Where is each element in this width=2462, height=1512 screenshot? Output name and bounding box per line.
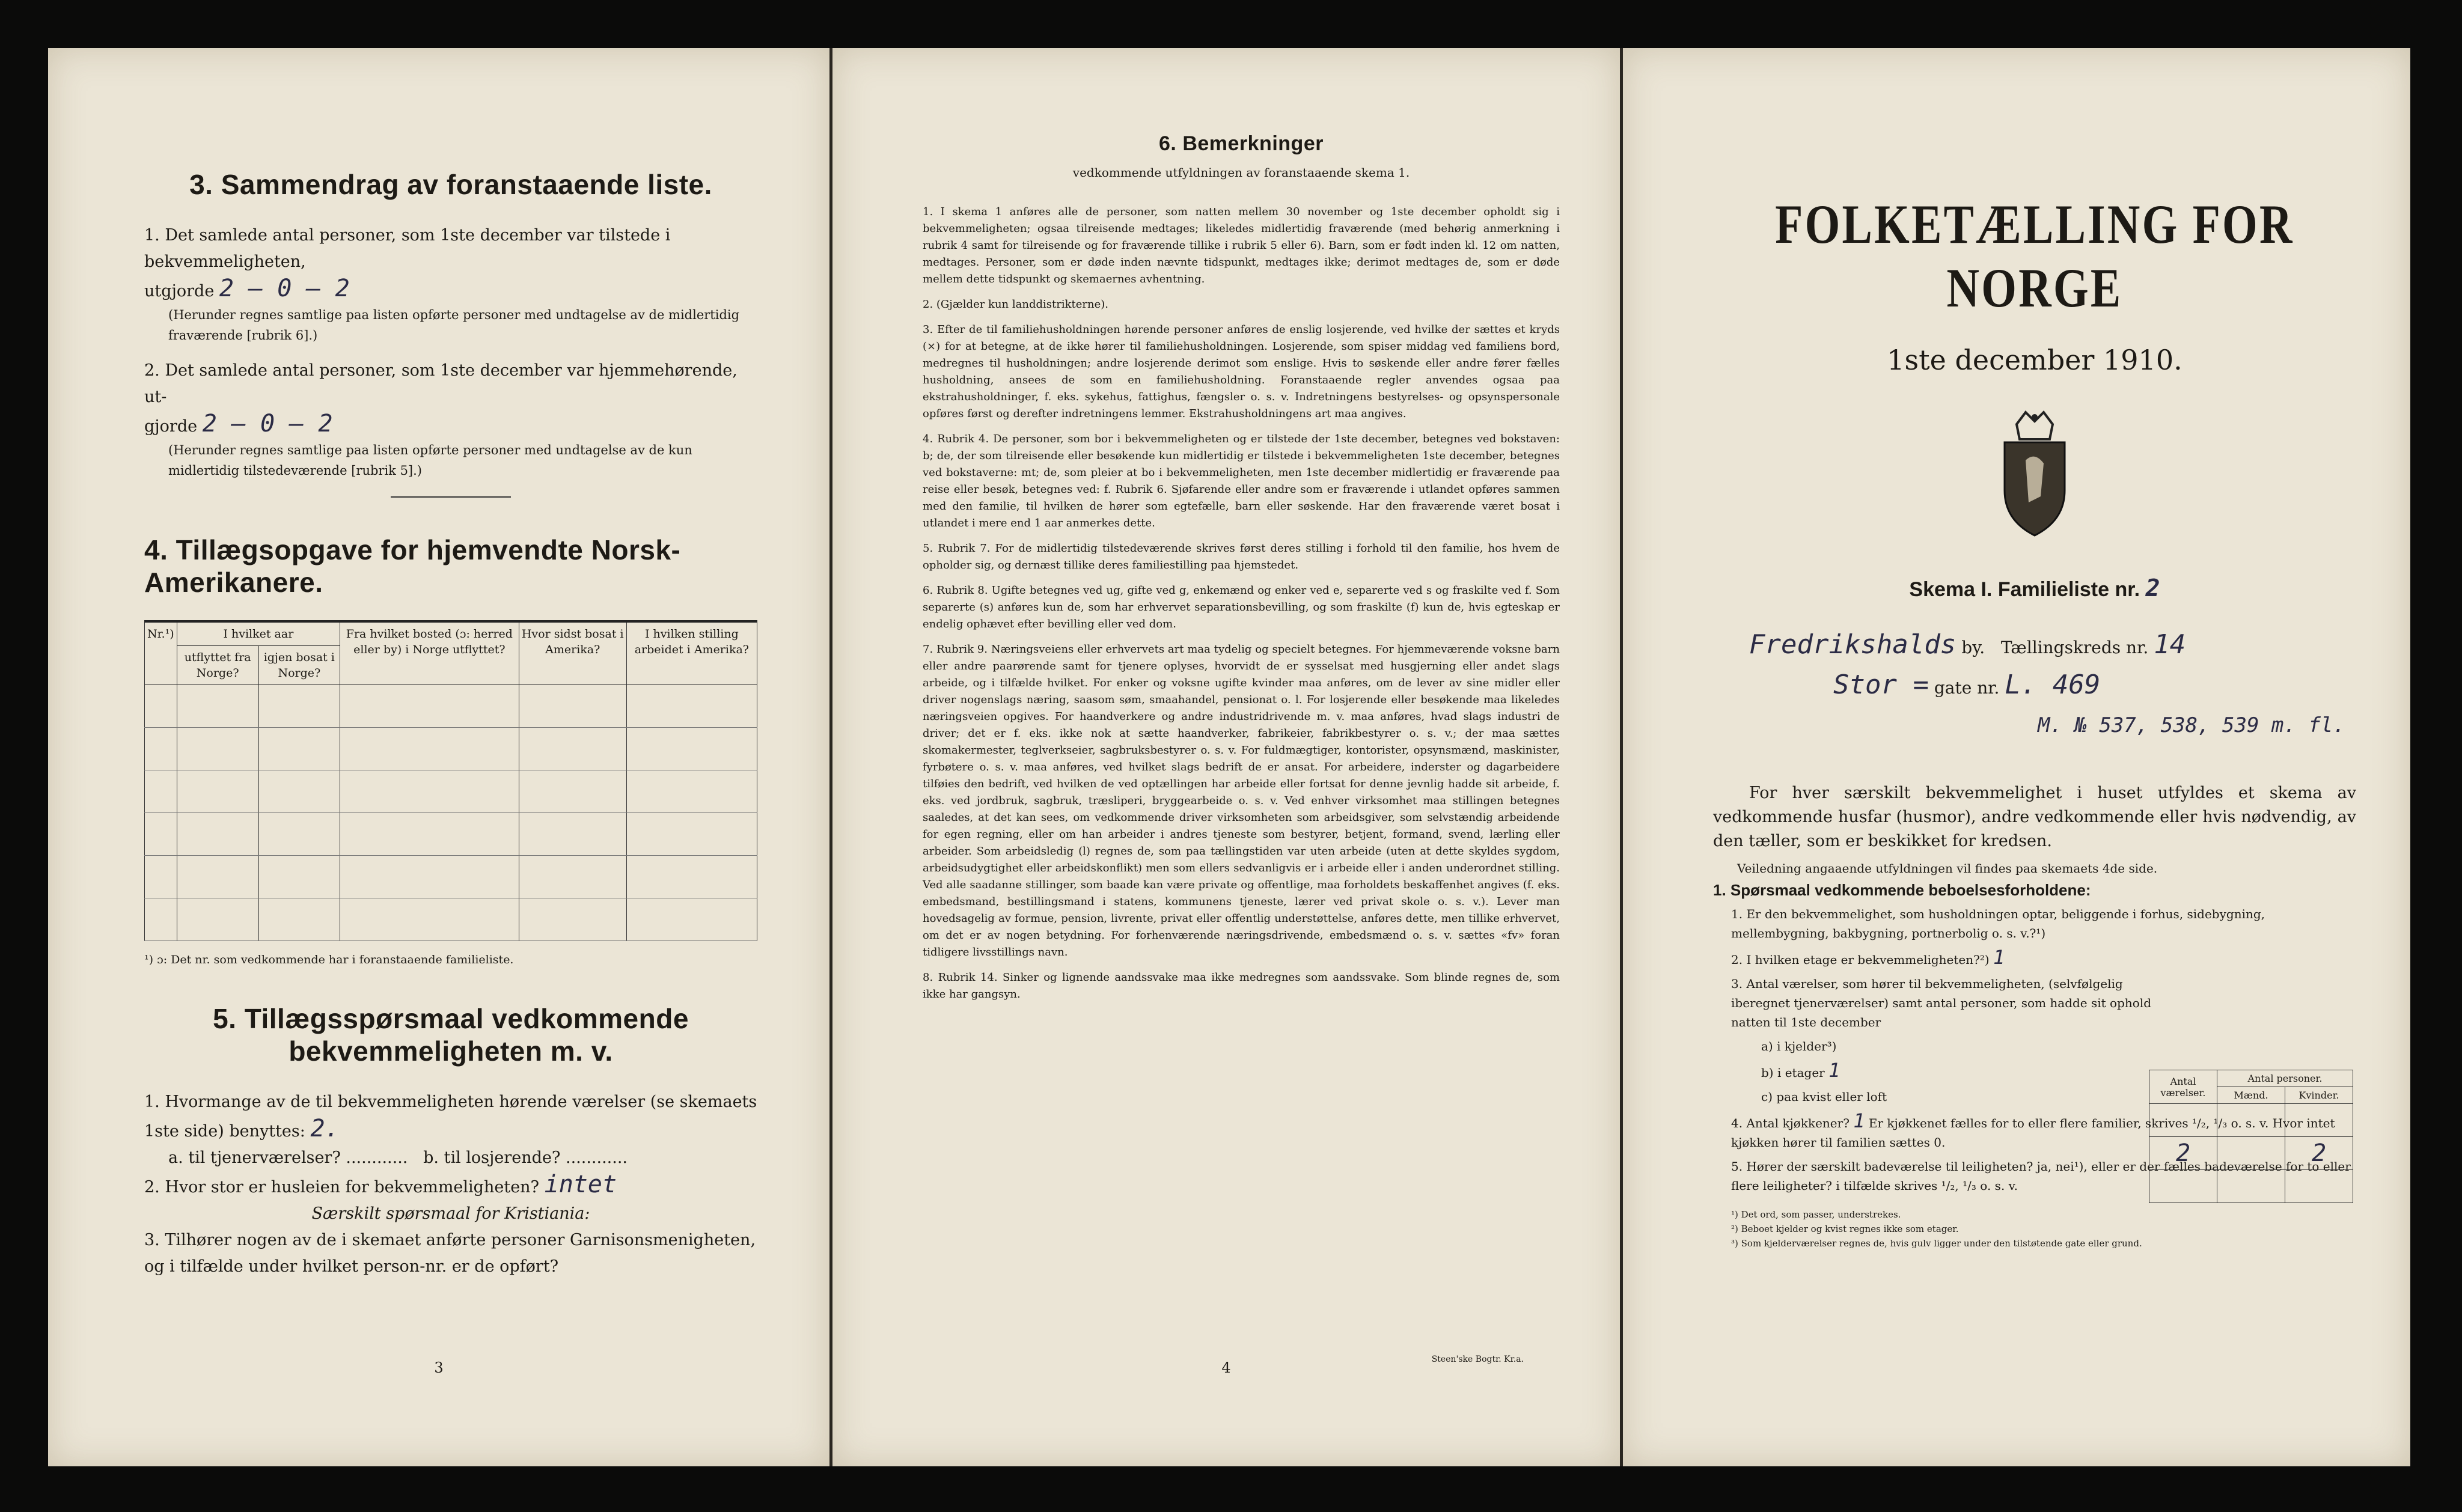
summary-q1: 1. Det samlede antal personer, som 1ste december var tilstede i bekvemmeligheten, <box>144 226 671 271</box>
col-emigrated: utflyttet fra Norge? <box>177 646 258 685</box>
housing-section-title: 1. Spørsmaal vedkommende beboelsesforholdene: <box>1713 881 2091 899</box>
street-value: Stor = <box>1833 669 1929 700</box>
floors-value: 1 <box>1828 1059 1840 1082</box>
women-value: 2 <box>2285 1137 2353 1170</box>
table-row <box>2149 1104 2353 1137</box>
kitchens-value: 1 <box>1853 1109 1865 1132</box>
city-value: Fredrikshalds <box>1749 629 1956 660</box>
family-list-number: 2 <box>2145 575 2160 602</box>
remark-4: 4. Rubrik 4. De personer, som bor i bekvemmeligheten og er tilstede der 1ste december, betegnes ved bokstaven: b; de, der som tilreisende eller besøkende kun midlertidig er tilstede i bekvemmeligheten 1ste december, betegnes ved bokstaverne: mt; de, som pleier at bo i bekvemmeligheten, men 1ste december midlertidig er fraværende paa reise eller besøk, betegnes ved: f. Rubrik 6. Sjøfarende eller andre som er fraværende i utlandet opføres sammen med den familie, til hvilken de hører som egtefælle, barn eller søskende. Har den fraværende været bosat i utlandet i mere end 1 aar anmerkes dette. <box>923 433 1560 529</box>
page-number: 3 <box>434 1359 444 1376</box>
page-3 <box>48 48 829 1466</box>
divider <box>391 496 511 498</box>
housing-q3b: b) i etager 1 <box>1761 1059 1840 1082</box>
district-value: 14 <box>2154 629 2186 660</box>
section-summary <box>144 168 757 498</box>
dwelling-q3: 3. Tilhører nogen av de i skemaet anførte personer Garnisonsmenigheten, og i tilfælde under hvilket person-nr. er de opført? <box>144 1231 756 1276</box>
street-number-value: L. 469 <box>2005 669 2101 700</box>
col-returned: igjen bosat i Norge? <box>258 646 340 685</box>
table-row <box>2149 1137 2353 1170</box>
census-title: FOLKETÆLLING FOR NORGE <box>1775 194 2294 319</box>
col-persons: Antal personer. <box>2217 1070 2353 1087</box>
dwelling-q1: 1. Hvormange av de til bekvemmeligheten hørende værelser (se skemaets 1ste side) benyttes: 2. <box>144 1093 757 1142</box>
matrikkel-line <box>2038 707 2356 745</box>
col-rooms: Antal værelser. <box>2149 1070 2217 1104</box>
housing-q3: 3. Antal værelser, som hører til bekvemmeligheten, (selvfølgelig iberegnet tjenerværelser) samt antal personer, som hadde sit ophold natten til 1ste december <box>1731 977 2152 1029</box>
table-row <box>145 685 757 728</box>
remark-6: 6. Rubrik 8. Ugifte betegnes ved ug, gifte ved g, enkemænd og enker ved e, separerte ved s og fraskilte ved f. Som separerte (s) anføres kun de, som har erhvervet separationsbevilling, og som fraskilte (f) kun de, hvis egteskap er endelig ophævet efter bevilling eller ved dom. <box>923 584 1560 630</box>
housing-q3c: c) paa kvist eller loft <box>1761 1090 1887 1104</box>
matrikkel-value: M. № 537, 538, 539 m. fl. <box>2038 713 2345 737</box>
col-from: Fra hvilket bosted (ɔ: herred eller by) i Norge utflyttet? <box>340 621 519 685</box>
street-line: Stor = gate nr. L. 469 <box>1833 669 2101 700</box>
table-row <box>145 813 757 856</box>
dwelling-q2: 2. Hvor stor er husleien for bekvemmeligheten? intet <box>144 1171 617 1198</box>
guidance-text: Veiledning angaaende utfyldningen vil findes paa skemaets 4de side. <box>1737 861 2158 876</box>
col-men: Mænd. <box>2217 1087 2285 1104</box>
table-row <box>2149 1170 2353 1203</box>
footnote-1: ¹) Det ord, som passer, understrekes. <box>1731 1209 1901 1220</box>
rooms-persons-table <box>2149 1070 2353 1203</box>
housing-q2: 2. I hvilken etage er bekvemmeligheten?²) 1 <box>1731 946 2005 969</box>
remarks-title: 6. Bemerkninger <box>1159 132 1324 155</box>
census-date: 1ste december 1910. <box>1887 344 2183 376</box>
floor-value: 1 <box>1993 946 2005 969</box>
summary-q2: 2. Det samlede antal personer, som 1ste december var hjemmehørende, ut- <box>144 361 738 406</box>
section-5-title: 5. Tillægsspørsmaal vedkommende bekvemmeligheten m. v. <box>213 1003 689 1067</box>
table-row <box>145 770 757 813</box>
table-footnote: ¹) ɔ: Det nr. som vedkommende har i foranstaaende familieliste. <box>144 953 514 966</box>
remark-8: 8. Rubrik 14. Sinker og lignende aandssvake maa ikke medregnes som aandssvake. Som blinde regnes de, som ikke har gangsyn. <box>923 971 1560 1001</box>
dwelling-q2-value: intet <box>544 1171 617 1198</box>
remark-1: 1. I skema 1 anføres alle de personer, som natten mellem 30 november og 1ste december opholdt sig i bekvemmeligheten; ogsaa tilreisende medtages; likeledes midlertidig fraværende (med behørig anmerkning i rubrik 4 samt for tilreisende og for fraværende tillike i rubrik 5 eller 6). Barn, som er født inden kl. 12 om natten, medtages. Personer, som er døde inden nævnte tidspunkt, medtages ikke; derimot medtages de, som er døde mellem dette tidspunkt og skemaernes avhentning. <box>923 206 1560 285</box>
dwelling-q1-sub: a. til tjenerværelser? ............ b. til losjerende? ............ <box>168 1148 628 1167</box>
remark-5: 5. Rubrik 7. For de midlertidig tilstedeværende skrives først deres stilling i forhold til den familie, hos hvem de opholder sig, og dernæst tillike deres familiestilling paa hjemstedet. <box>923 542 1560 572</box>
summary-q1-value: 2 – 0 – 2 <box>219 275 350 302</box>
remark-2: 2. (Gjælder kun landdistrikterne). <box>923 298 1108 311</box>
col-last-residence: Hvor sidst bosat i Amerika? <box>519 621 626 685</box>
table-row <box>145 728 757 770</box>
intro-text: For hver særskilt bekvemmelighet i huset utfyldes et skema av vedkommende husfar (husmor), andre vedkommende eller hvis nødvendig, av den tæller, som er beskikket for kredsen. <box>1713 784 2356 850</box>
remark-7: 7. Rubrik 9. Næringsveiens eller erhvervets art maa tydelig og specielt betegnes. For hjemmeværende voksne barn eller andre paarørende samt for tjenere oplyses, hvorvidt de er sysselsat med husgjerning eller andet slags arbeide, og i tilfælde hvilket. For enker og voksne ugifte kvinder maa anføres, om de lever av sine midler eller driver nogenslags næring, saasom søm, smaahandel, pensionat o. l. For losjerende eller besøkende maa likeledes næringsveien opgives. For haandverkere og andre industridrivende m. v. maa anføres, hvad slags industri de driver; det er f. eks. ikke nok at sætte haandverker, fabrikeier, fabrikbestyrer o. s. v.; der maa sættes skomakermester, teglverkseier, sagbruksbestyrer o. s. v. For fuldmægtiger, kontorister, opsynsmænd, maskinister, fyrbøtere o. s. v. maa anføres, ved hvilket slags bedrift de er ansat. For arbeidere, inderster og dagarbeidere tilføies den bedrift, ved hvilken de ved optællingen har arbeide eller fortsat for denne jevnlig hadde sit arbeide, f. eks. ved jordbruk, sagbruk, træsliperi, bryggearbeide o. s. v. Ved enhver virksomhet maa stillingen betegnes saaledes, at det kan sees, om vedkommende driver virksomheten som arbeidsgiver, som selvstændig arbeidende for egen regning, eller om han arbeider i andres tjeneste som bestyrer, betjent, formand, svend, lærling eller arbeider. Som arbeidsledig (l) regnes de, som paa tællingstiden var uten arbeide (uten at dette skyldes sygdom, arbeidsudygtighet eller arbeidskonflikt) men som ellers sedvanligvis er i arbeide eller i anden underordnet stilling. Ved alle saadanne stillinger, som baade kan være private og offentlige, maa forholdets beskaffenhet angives (f. eks. embedsmand, bestillingsmand i statens, kommunens tjeneste, lærer ved privat skole o. s. v.). Lever man hovedsagelig av formue, pension, livrente, privat eller offentlig understøttelse, anføres dette, men tillike erhvervet, om det er av nogen betydning. For forhenværende næringsdrivende, embedsmænd o. s. v. sættes «fv» foran tidligere livsstillings navn. <box>923 643 1560 959</box>
housing-q4: 4. Antal kjøkkener? 1 Er kjøkkenet fælles for to eller flere familier, skrives ¹/₂, ¹/₃ o. s. v. Hvor intet kjøkken hører til familien sættes 0. <box>1731 1109 2335 1150</box>
rooms-value: 2 <box>2149 1137 2217 1170</box>
col-women: Kvinder. <box>2285 1087 2353 1104</box>
location-line: Fredrikshalds by. Tællingskreds nr. 14 <box>1749 629 2186 660</box>
section-4-title: 4. Tillægsopgave for hjemvendte Norsk-Amerikanere. <box>144 534 681 598</box>
norway-coat-of-arms-icon <box>1993 406 2077 538</box>
remarks-subtitle: vedkommende utfyldningen av foranstaaende skema 1. <box>1072 165 1410 180</box>
summary-q1-line: utgjorde 2 – 0 – 2 <box>144 275 350 302</box>
summary-q2-note: (Herunder regnes samtlige paa listen opførte personer med undtagelse av de kun midlertidig tilstedeværende [rubrik 5].) <box>168 443 692 478</box>
section-3-title: 3. Sammendrag av foranstaaende liste. <box>189 169 712 200</box>
remark-3: 3. Efter de til familiehusholdningen hørende personer anføres de enslig losjerende, ved hvilke der sættes et kryds (×) for at betegne, at de ikke hører til familiehusholdningen. Losjerende, som spiser middag ved familiens bord, medregnes til husholdningen; andre losjerende derimot som enslige. Hvis to søskende eller andre fører fælles husholdning, ansees de som en familiehusholdning. Foranstaaende regler anvendes ogsaa paa ekstrahusholdninger, f. eks. sykehus, fattighus, fængsler o. s. v. Indretningens bestyrelses- og opsynspersonale opføres først og derefter indretningens lemmer. Ekstrahusholdningens art maa angives. <box>923 323 1560 420</box>
summary-q2-line: gjorde 2 – 0 – 2 <box>144 410 333 437</box>
schema-heading: Skema I. Familieliste nr. 2 <box>1909 575 2160 602</box>
section-dwelling-questions <box>144 1002 757 1280</box>
kristiania-heading: Særskilt spørsmaal for Kristiania: <box>311 1204 590 1223</box>
footnote-2: ²) Beboet kjelder og kvist regnes ikke som etager. <box>1731 1224 1959 1234</box>
footnote-3: ³) Som kjelderværelser regnes de, hvis gulv ligger under den tilstøtende gate eller grund. <box>1731 1238 2142 1249</box>
norwegian-american-table <box>144 620 757 941</box>
summary-q1-note: (Herunder regnes samtlige paa listen opførte personer med undtagelse av de midlertidig fraværende [rubrik 6].) <box>168 308 740 343</box>
housing-q3a: a) i kjelder³) <box>1761 1039 1837 1053</box>
dwelling-q1-value: 2. <box>310 1115 340 1142</box>
col-group-year: I hvilket aar <box>177 621 340 646</box>
summary-q2-value: 2 – 0 – 2 <box>202 410 333 437</box>
housing-q1: 1. Er den bekvemmelighet, som husholdningen optar, beliggende i forhus, sidebygning, mellembygning, bakbygning, portnerbolig o. s. v.?¹) <box>1731 907 2265 940</box>
section-norwegian-americans <box>144 534 757 966</box>
housing-q5: 5. Hører der særskilt badeværelse til leiligheten? ja, nei¹), eller er der fælles badeværelse for to eller flere leiligheter? i tilfælde skrives ¹/₂, ¹/₃ o. s. v. <box>1731 1159 2351 1193</box>
table-row <box>145 856 757 898</box>
page-number: 4 <box>1221 1359 1231 1376</box>
cover-page <box>1623 48 2410 1466</box>
col-nr: Nr.¹) <box>145 621 177 685</box>
table-row <box>145 898 757 941</box>
page-4 <box>832 48 1620 1466</box>
printer-mark: Steen'ske Bogtr. Kr.a. <box>1431 1355 1524 1364</box>
col-position: I hvilken stilling arbeidet i Amerika? <box>626 621 757 685</box>
